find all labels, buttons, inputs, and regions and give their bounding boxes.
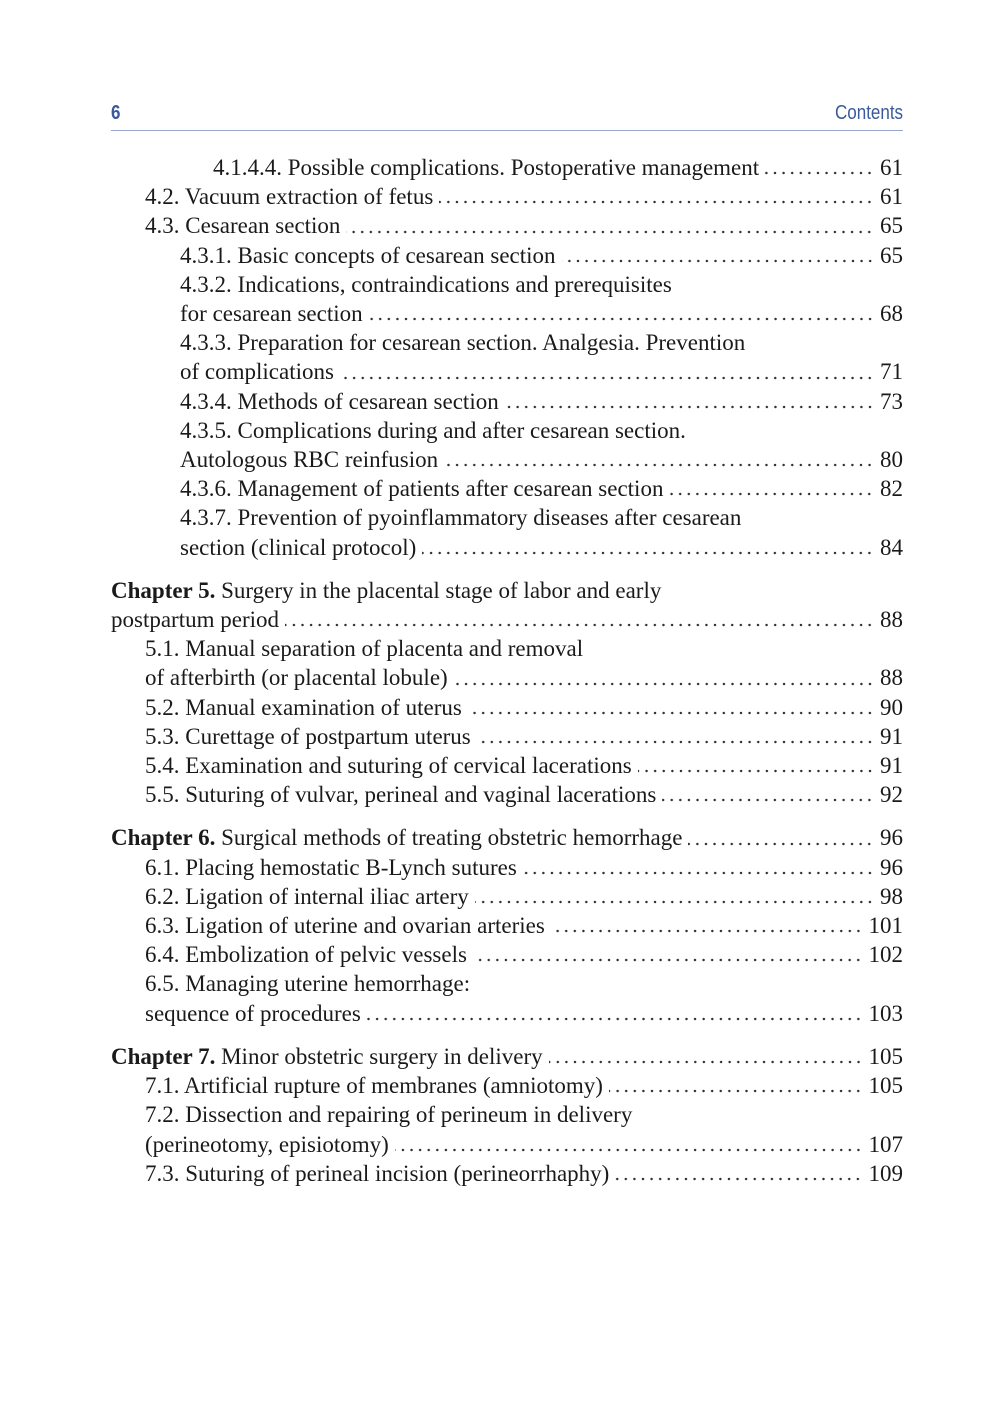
dot-leader bbox=[477, 740, 874, 744]
dot-leader bbox=[473, 958, 863, 962]
page-reference: 88 bbox=[880, 607, 903, 633]
toc-line bbox=[145, 853, 903, 882]
toc-line bbox=[145, 969, 903, 998]
entry-title: section (clinical protocol) bbox=[180, 534, 417, 560]
dot-leader bbox=[468, 711, 874, 715]
entry-title: Autologous RBC reinfusion bbox=[180, 447, 439, 473]
toc-line bbox=[180, 387, 903, 416]
page-number: 6 bbox=[111, 102, 121, 124]
entry-title: 5.3. Curettage of postpartum uterus bbox=[145, 723, 471, 749]
toc-line bbox=[145, 1130, 903, 1159]
page-reference: 84 bbox=[880, 534, 903, 560]
toc-line bbox=[145, 940, 903, 969]
dot-leader bbox=[475, 900, 874, 904]
toc-line bbox=[180, 328, 903, 357]
toc-line bbox=[145, 911, 903, 940]
toc-entry[interactable] bbox=[111, 416, 903, 474]
toc-chapter-entry[interactable] bbox=[111, 1042, 903, 1071]
entry-title: 4.3.1. Basic concepts of cesarean section bbox=[180, 242, 556, 268]
entry-title: 4.3.3. Preparation for cesarean section. Analgesia. Prevention bbox=[180, 330, 746, 356]
toc-entry[interactable] bbox=[111, 751, 903, 780]
page-reference: 68 bbox=[880, 301, 903, 327]
entry-title: 6.5. Managing uterine hemorrhage: bbox=[145, 971, 471, 997]
dot-leader bbox=[765, 171, 874, 175]
toc-entry[interactable] bbox=[111, 969, 903, 1027]
page-reference: 105 bbox=[868, 1043, 903, 1069]
toc-line bbox=[111, 1042, 903, 1071]
toc-line bbox=[145, 634, 903, 663]
toc-chapter-entry[interactable] bbox=[111, 823, 903, 852]
entry-title: 4.3. Cesarean section bbox=[145, 213, 341, 239]
page-reference: 80 bbox=[880, 447, 903, 473]
toc-entry[interactable] bbox=[111, 270, 903, 328]
toc-entry[interactable] bbox=[111, 1100, 903, 1158]
dot-leader bbox=[551, 929, 863, 933]
running-header bbox=[111, 100, 903, 131]
toc-line bbox=[213, 153, 903, 182]
running-title: Contents bbox=[834, 102, 903, 124]
chapter-label: Chapter 5. bbox=[111, 577, 216, 603]
dot-leader bbox=[340, 376, 874, 380]
toc-line bbox=[145, 882, 903, 911]
entry-title: 6.4. Embolization of pelvic vessels bbox=[145, 942, 467, 968]
entry-title: 5.1. Manual separation of placenta and removal bbox=[145, 636, 584, 662]
entry-title: (perineotomy, episiotomy) bbox=[145, 1131, 389, 1157]
toc-line bbox=[180, 416, 903, 445]
toc-line bbox=[180, 533, 903, 562]
toc-entry[interactable] bbox=[111, 211, 903, 240]
page-reference: 71 bbox=[880, 359, 903, 385]
dot-leader bbox=[615, 1177, 862, 1181]
page-reference: 65 bbox=[880, 242, 903, 268]
entry-title: 7.3. Suturing of perineal incision (perineorrhaphy) bbox=[145, 1160, 610, 1186]
dot-leader bbox=[609, 1089, 863, 1093]
entry-title: 4.3.6. Management of patients after cesarean section bbox=[180, 476, 664, 502]
toc-line bbox=[111, 576, 903, 605]
entry-title: Surgery in the placental stage of labor and early bbox=[215, 577, 662, 603]
entry-title: 7.1. Artificial rupture of membranes (amniotomy) bbox=[145, 1073, 603, 1099]
page-reference: 65 bbox=[880, 213, 903, 239]
dot-leader bbox=[505, 405, 874, 409]
entry-title: 4.3.5. Complications during and after cesarean section. bbox=[180, 417, 686, 443]
entry-title: 6.2. Ligation of internal iliac artery bbox=[145, 883, 469, 909]
toc-entry[interactable] bbox=[111, 780, 903, 809]
entry-title: of complications bbox=[180, 359, 334, 385]
dot-leader bbox=[638, 769, 874, 773]
entry-title: 6.3. Ligation of uterine and ovarian arteries bbox=[145, 913, 545, 939]
entry-title: 4.3.7. Prevention of pyoinflammatory diseases after cesarean bbox=[180, 505, 742, 531]
dot-leader bbox=[439, 200, 874, 204]
toc-line bbox=[180, 357, 903, 386]
toc-entry[interactable] bbox=[111, 503, 903, 561]
toc-line bbox=[145, 722, 903, 751]
page-reference: 96 bbox=[880, 825, 903, 851]
page-reference: 61 bbox=[880, 155, 903, 180]
entry-title: 5.4. Examination and suturing of cervical lacerations bbox=[145, 753, 632, 779]
page-reference: 101 bbox=[868, 913, 903, 939]
dot-leader bbox=[688, 842, 874, 846]
table-of-contents bbox=[111, 153, 903, 1188]
entry-title: postpartum period bbox=[111, 607, 279, 633]
toc-line bbox=[111, 823, 903, 852]
toc-line bbox=[145, 1100, 903, 1129]
toc-line bbox=[145, 693, 903, 722]
entry-title: of afterbirth (or placental lobule) bbox=[145, 665, 448, 691]
page-reference: 91 bbox=[880, 753, 903, 779]
page-reference: 88 bbox=[880, 665, 903, 691]
toc-line bbox=[145, 780, 903, 809]
dot-leader bbox=[444, 463, 874, 467]
toc-line bbox=[145, 1071, 903, 1100]
toc-entry[interactable] bbox=[111, 1071, 903, 1100]
page-reference: 105 bbox=[868, 1073, 903, 1099]
chapter-label: Chapter 7. bbox=[111, 1043, 216, 1069]
page-reference: 82 bbox=[880, 476, 903, 502]
dot-leader bbox=[346, 230, 874, 234]
dot-leader bbox=[454, 682, 874, 686]
toc-line bbox=[145, 751, 903, 780]
toc-entry[interactable] bbox=[111, 853, 903, 882]
toc-entry[interactable] bbox=[111, 940, 903, 969]
toc-chapter-entry[interactable] bbox=[111, 576, 903, 634]
toc-entry[interactable] bbox=[111, 722, 903, 751]
entry-title: 6.1. Placing hemostatic B-Lynch sutures bbox=[145, 854, 517, 880]
entry-title: for cesarean section bbox=[180, 301, 363, 327]
toc-line bbox=[145, 1159, 903, 1188]
page-reference: 91 bbox=[880, 723, 903, 749]
page-reference: 96 bbox=[880, 854, 903, 880]
entry-title: 7.2. Dissection and repairing of perineum in delivery bbox=[145, 1102, 633, 1128]
page-reference: 61 bbox=[880, 184, 903, 210]
page-reference: 102 bbox=[868, 942, 903, 968]
entry-title: Surgical methods of treating obstetric hemorrhage bbox=[215, 825, 683, 851]
entry-title: 5.2. Manual examination of uterus bbox=[145, 694, 462, 720]
chapter-label: Chapter 6. bbox=[111, 825, 216, 851]
page-reference: 92 bbox=[880, 782, 903, 808]
toc-line bbox=[180, 299, 903, 328]
toc-entry[interactable] bbox=[111, 634, 903, 692]
page-reference: 103 bbox=[868, 1000, 903, 1026]
toc-entry[interactable] bbox=[111, 153, 903, 182]
dot-leader bbox=[662, 798, 874, 802]
dot-leader bbox=[367, 1017, 863, 1021]
toc-entry[interactable] bbox=[111, 1159, 903, 1188]
dot-leader bbox=[395, 1148, 863, 1152]
page-reference: 109 bbox=[868, 1160, 903, 1186]
page-reference: 90 bbox=[880, 694, 903, 720]
toc-entry[interactable] bbox=[111, 911, 903, 940]
dot-leader bbox=[562, 259, 874, 263]
toc-entry[interactable] bbox=[111, 882, 903, 911]
dot-leader bbox=[422, 551, 874, 555]
toc-entry[interactable] bbox=[111, 474, 903, 503]
dot-leader bbox=[285, 623, 874, 627]
toc-entry[interactable] bbox=[111, 241, 903, 270]
toc-line bbox=[180, 270, 903, 299]
entry-title: 4.3.4. Methods of cesarean section bbox=[180, 388, 499, 414]
page-reference: 73 bbox=[880, 388, 903, 414]
toc-line bbox=[180, 445, 903, 474]
entry-title: 5.5. Suturing of vulvar, perineal and vaginal lacerations bbox=[145, 782, 657, 808]
toc-line bbox=[180, 503, 903, 532]
toc-line bbox=[180, 474, 903, 503]
entry-title: 4.3.2. Indications, contraindications and prerequisites bbox=[180, 271, 672, 297]
toc-line bbox=[145, 182, 903, 211]
toc-line bbox=[145, 211, 903, 240]
toc-line bbox=[111, 605, 903, 634]
entry-title: sequence of procedures bbox=[145, 1000, 361, 1026]
toc-entry[interactable] bbox=[111, 693, 903, 722]
page-reference: 107 bbox=[868, 1131, 903, 1157]
toc-line bbox=[180, 241, 903, 270]
entry-title: 4.1.4.4. Possible complications. Postoperative management bbox=[213, 155, 760, 180]
page-reference: 98 bbox=[880, 883, 903, 909]
toc-entry[interactable] bbox=[111, 182, 903, 211]
dot-leader bbox=[549, 1060, 863, 1064]
toc-line bbox=[145, 663, 903, 692]
toc-entry[interactable] bbox=[111, 328, 903, 386]
toc-line bbox=[145, 999, 903, 1028]
dot-leader bbox=[523, 871, 874, 875]
toc-entry[interactable] bbox=[111, 387, 903, 416]
dot-leader bbox=[669, 492, 874, 496]
entry-title: Minor obstetric surgery in delivery bbox=[215, 1043, 543, 1069]
entry-title: 4.2. Vacuum extraction of fetus bbox=[145, 184, 434, 210]
dot-leader bbox=[369, 317, 874, 321]
